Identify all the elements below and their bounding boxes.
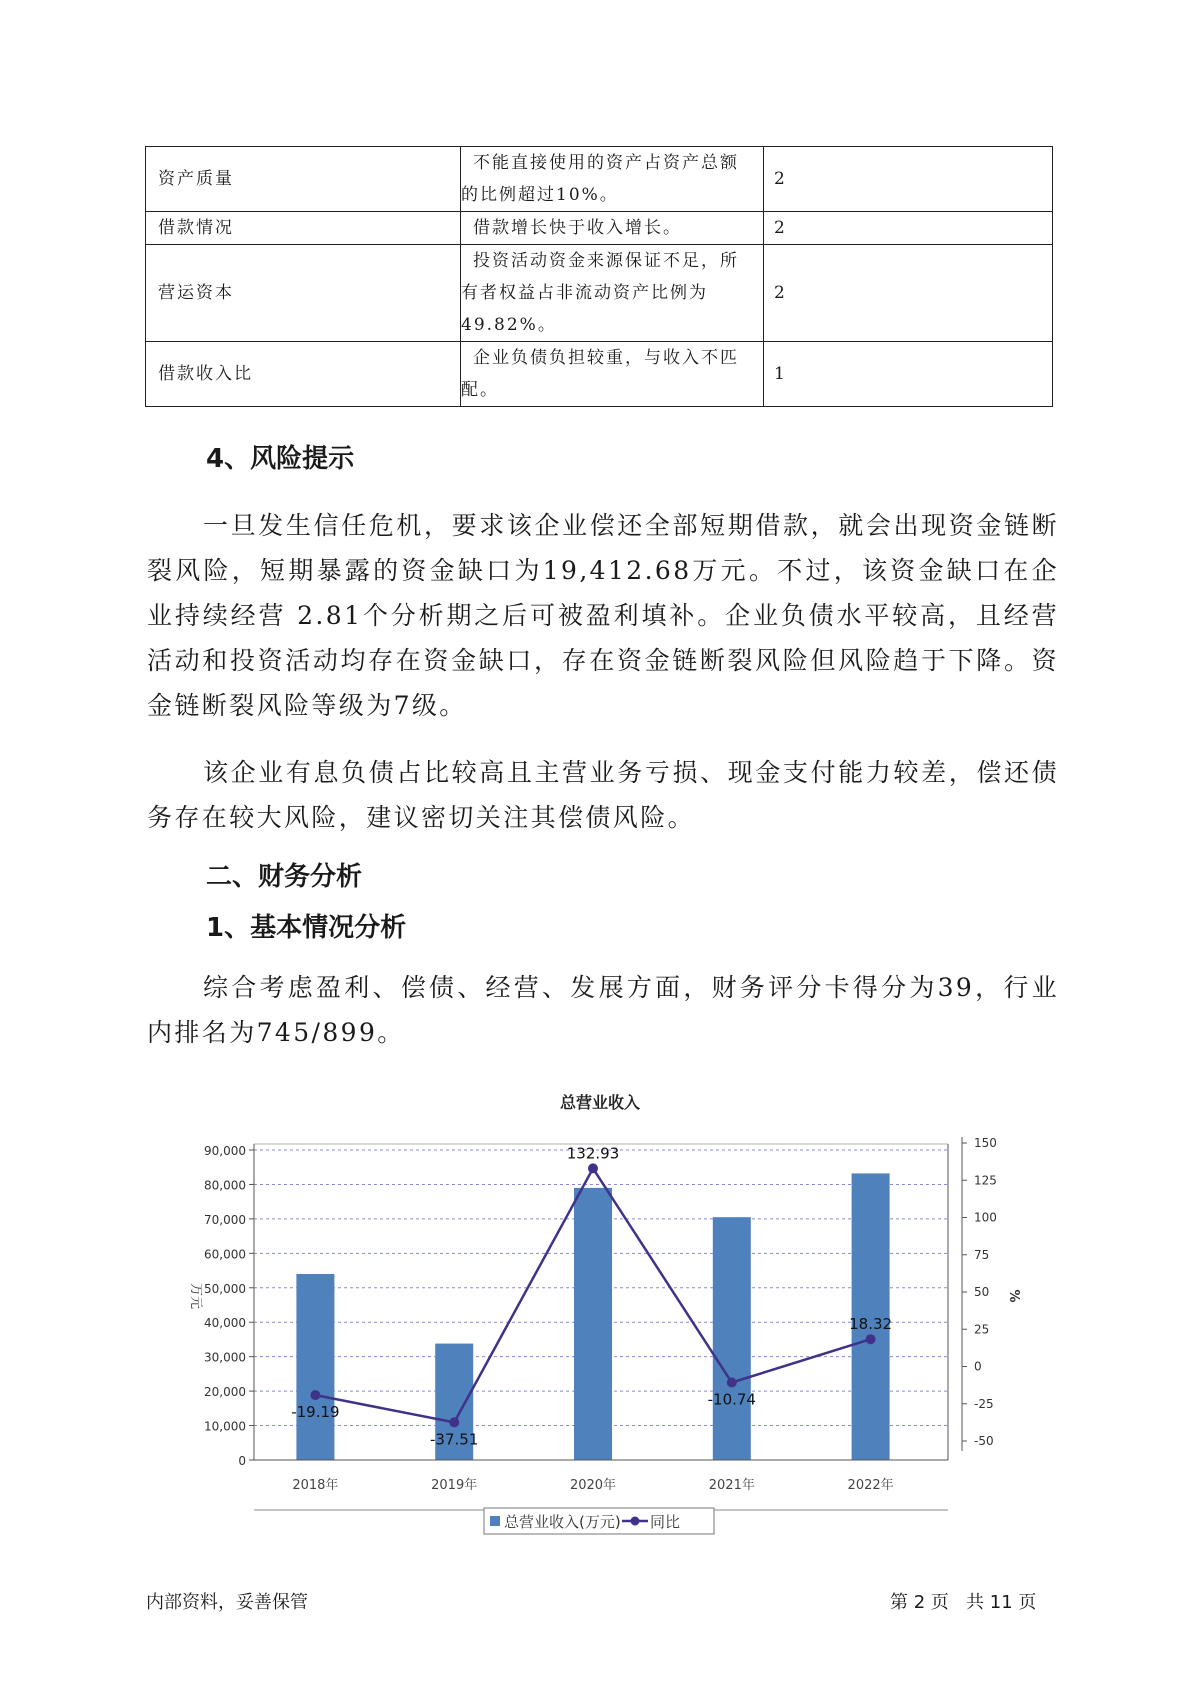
bar bbox=[296, 1274, 334, 1460]
line-point bbox=[310, 1390, 320, 1400]
x-tick-label: 2018年 bbox=[292, 1478, 339, 1493]
y-tick-label: 0 bbox=[238, 1454, 246, 1468]
x-axis bbox=[254, 1460, 948, 1510]
table-cell-score: 1 bbox=[764, 342, 1053, 407]
bar-series bbox=[296, 1173, 889, 1460]
data-label: 132.93 bbox=[566, 1144, 620, 1163]
line-point bbox=[588, 1163, 598, 1173]
y-axis-label-right: % bbox=[1006, 1289, 1021, 1303]
risk-paragraph-1: 一旦发生信任危机，要求该企业偿还全部短期借款，就会出现资金链断裂风险，短期暴露的资金缺口为19,412.68万元。不过，该资金缺口在企业持续经营 2.81个分析期之后可被盈利填补。企业负债水平较高，且经营活动和投资活动均存在资金缺口，存在资金链断裂风险但风险趋于下降。资金链断裂风险等级为7级。 bbox=[147, 511, 1059, 720]
table-cell-score: 2 bbox=[764, 212, 1053, 245]
section-heading-risk: 4、风险提示 bbox=[206, 444, 355, 474]
y-axis-left bbox=[204, 1144, 254, 1468]
table-cell-label: 资产质量 bbox=[146, 147, 461, 212]
table-cell-score: 2 bbox=[764, 147, 1053, 212]
table-cell-label: 借款收入比 bbox=[146, 342, 461, 407]
section-heading-financial: 二、财务分析 bbox=[206, 862, 363, 892]
table-cell-description-line: 的比例超过10%。 bbox=[461, 185, 619, 205]
data-label: -37.51 bbox=[430, 1430, 479, 1449]
table-cell-description-line: 投资活动资金来源保证不足，所 bbox=[473, 251, 739, 271]
line-point bbox=[449, 1417, 459, 1427]
chart-title: 总营业收入 bbox=[559, 1093, 641, 1112]
y-tick-label: 20,000 bbox=[204, 1385, 246, 1400]
subsection-heading-basic: 1、基本情况分析 bbox=[206, 913, 407, 943]
legend-bar-swatch bbox=[490, 1516, 500, 1526]
y-tick-label: 90,000 bbox=[204, 1144, 246, 1158]
y-axis-label-left: 万元 bbox=[188, 1282, 203, 1310]
bar bbox=[713, 1217, 751, 1460]
line-point bbox=[727, 1378, 737, 1388]
y2-tick-label: 0 bbox=[974, 1359, 982, 1374]
table-cell-description-line: 借款增长快于收入增长。 bbox=[473, 218, 682, 238]
y-tick-label: 60,000 bbox=[204, 1247, 246, 1262]
y-tick-label: 50,000 bbox=[204, 1281, 246, 1296]
y2-tick-label: -25 bbox=[974, 1396, 994, 1411]
footer-page-number: 第 2 页 共 11 页 bbox=[890, 1592, 1037, 1613]
y2-tick-label: 100 bbox=[974, 1210, 997, 1225]
data-label: -19.19 bbox=[291, 1403, 340, 1422]
y2-tick-label: -50 bbox=[974, 1434, 994, 1448]
footer-left: 内部资料，妥善保管 bbox=[146, 1592, 308, 1613]
y2-tick-label: 50 bbox=[974, 1285, 990, 1299]
table-cell-description-line: 不能直接使用的资产占资产总额 bbox=[473, 153, 739, 173]
y2-tick-label: 150 bbox=[974, 1136, 997, 1150]
y-tick-label: 40,000 bbox=[204, 1316, 246, 1331]
y-axis-right bbox=[948, 1136, 997, 1460]
y-tick-label: 70,000 bbox=[204, 1212, 246, 1227]
y2-tick-label: 75 bbox=[974, 1247, 990, 1262]
legend-line-label: 同比 bbox=[650, 1513, 681, 1531]
table-cell-label: 借款情况 bbox=[146, 212, 461, 245]
y2-tick-label: 25 bbox=[974, 1322, 990, 1337]
chart-legend bbox=[484, 1508, 714, 1534]
line-point bbox=[866, 1334, 876, 1344]
y-tick-label: 10,000 bbox=[204, 1419, 246, 1434]
table-cell-label: 营运资本 bbox=[146, 245, 461, 342]
legend-bar-label: 总营业收入(万元) bbox=[504, 1513, 621, 1531]
data-label: 18.32 bbox=[849, 1315, 893, 1334]
table-cell-description-line: 企业负债负担较重，与收入不匹 bbox=[473, 348, 739, 368]
x-tick-label: 2021年 bbox=[708, 1478, 755, 1493]
x-tick-label: 2022年 bbox=[847, 1478, 894, 1493]
y2-tick-label: 125 bbox=[974, 1173, 997, 1188]
table-cell-score: 2 bbox=[764, 245, 1053, 342]
x-tick-label: 2019年 bbox=[431, 1478, 478, 1493]
data-label: -10.74 bbox=[707, 1390, 756, 1409]
y-tick-label: 30,000 bbox=[204, 1350, 246, 1365]
table-cell-description-line: 49.82%。 bbox=[461, 315, 557, 335]
bar bbox=[574, 1188, 612, 1460]
risk-paragraph-2: 该企业有息负债占比较高且主营业务亏损、现金支付能力较差，偿还债务存在较大风险，建议密切关注其偿债风险。 bbox=[147, 758, 1059, 832]
x-tick-label: 2020年 bbox=[569, 1478, 617, 1493]
table-cell-description-line: 配。 bbox=[461, 380, 499, 400]
y-tick-label: 80,000 bbox=[204, 1178, 246, 1193]
table-cell-description-line: 有者权益占非流动资产比例为 bbox=[461, 283, 708, 303]
financial-paragraph: 综合考虑盈利、偿债、经营、发展方面，财务评分卡得分为39，行业内排名为745/899。 bbox=[147, 973, 1059, 1047]
